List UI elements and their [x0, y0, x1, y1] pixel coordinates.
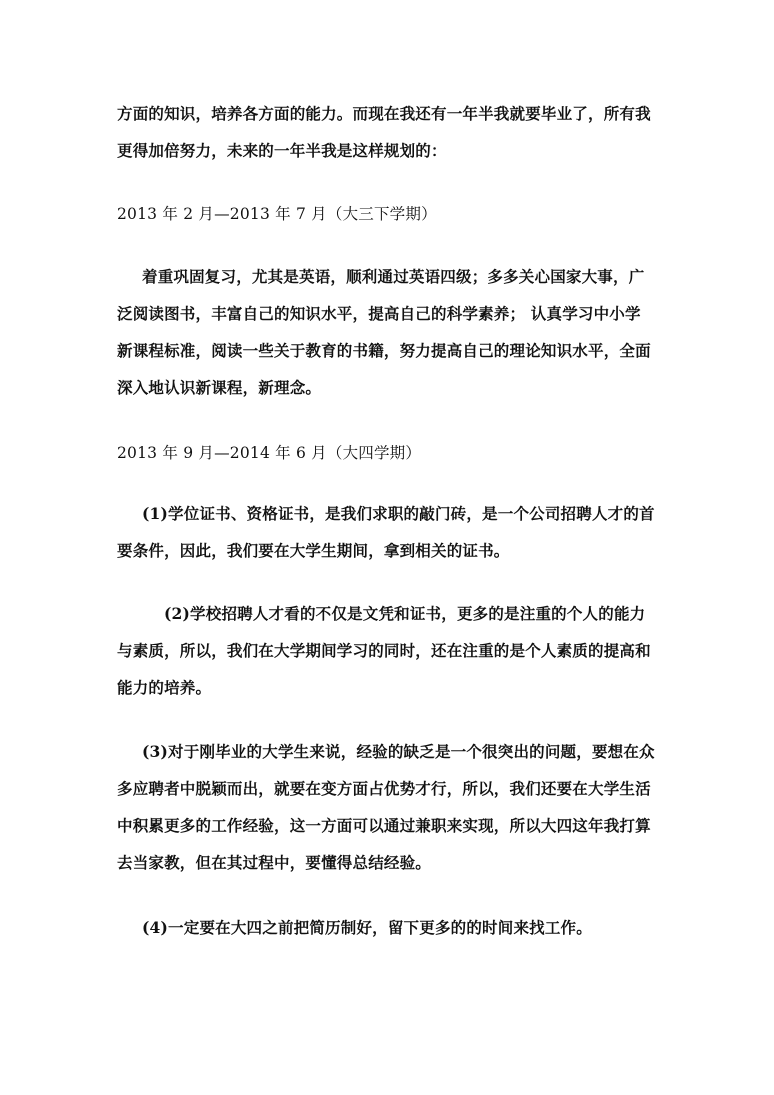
text-line: 着重巩固复习，尤其是英语，顺利通过英语四级；多多关心国家大事，广 [142, 267, 645, 286]
text-line: (3)对于刚毕业的大学生来说，经验的缺乏是一个很突出的问题，要想在众 [142, 742, 655, 761]
text-line: (2)学校招聘人才看的不仅是文凭和证书，更多的是注重的个人的能力 [164, 604, 646, 623]
text-line: 多应聘者中脱颖而出，就要在变方面占优势才行，所以，我们还要在大学生活 [117, 779, 651, 798]
text-line: 新课程标准，阅读一些关于教育的书籍，努力提高自己的理论知识水平，全面 [117, 341, 651, 360]
text-line: 更得加倍努力，未来的一年半我是这样规划的： [117, 141, 447, 160]
text-line: 深入地认识新课程，新理念。 [117, 378, 322, 397]
section-heading: 2013 年 2 月—2013 年 7 月（大三下学期） [117, 205, 437, 223]
text-line: 去当家教，但在其过程中，要懂得总结经验。 [117, 853, 432, 872]
text-line: 与素质，所以，我们在大学期间学习的同时，还在注重的是个人素质的提高和 [117, 641, 651, 660]
text-line: 能力的培养。 [117, 678, 212, 697]
text-line: 方面的知识，培养各方面的能力。而现在我还有一年半我就要毕业了，所有我 [117, 104, 651, 123]
text-line: 泛阅读图书，丰富自己的知识水平，提高自己的科学素养； 认真学习中小学 [117, 304, 641, 323]
text-line: (4)一定要在大四之前把简历制好，留下更多的的时间来找工作。 [142, 918, 592, 937]
text-line: 要条件，因此，我们要在大学生期间，拿到相关的证书。 [117, 541, 510, 560]
text-line: 中积累更多的工作经验，这一方面可以通过兼职来实现，所以大四这年我打算 [117, 816, 651, 835]
text-line: (1)学位证书、资格证书，是我们求职的敲门砖，是一个公司招聘人才的首 [142, 504, 655, 523]
section-heading: 2013 年 9 月—2014 年 6 月（大四学期） [117, 444, 422, 462]
